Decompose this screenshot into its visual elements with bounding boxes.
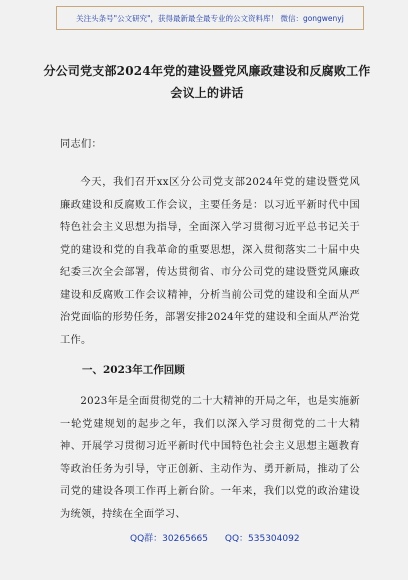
header-banner: [56, 6, 364, 30]
footer-qq-group: QQ群：30265665: [130, 534, 208, 544]
salutation: 同志们：: [60, 139, 102, 150]
footer-qq-number: QQ：535304092: [224, 534, 300, 544]
document-title: 分公司党支部2024年党的建设暨党风廉政建设和反腐败工作会议上的讲话: [43, 64, 371, 100]
footer-contact: [130, 531, 310, 544]
paragraph-1: 今天，我们召开xx区分公司党支部2024年党的建设暨党风廉政建设和反腐败工作会议，主要任务是：以习近平新时代中国特色社会主义思想为指导，全面深入学习贯彻习近平总书记关于党的建设和党的自我革命的重要思想，深入贯彻落实二十届中央纪委三次全会部署，传达贯彻省、市分公司党的建设暨党风廉政建设和反腐败工作会议精神，分析当前公司党的建设和全面从严治党面临的形势任务，部署安排2024年党的建设和全面从严治党工作。: [60, 177, 360, 346]
section-heading-1: 一、2023年工作回顾: [82, 364, 185, 376]
banner-text: 关注头条号"公文研究"，获得最新最全最专业的公文资料库！ 微信：gongwenyj: [76, 13, 344, 23]
paragraph-2: 2023年是全面贯彻党的二十大精神的开局之年，也是实施新一轮党建规划的起步之年，我们以深入学习贯彻党的二十大精神、开展学习贯彻习近平新时代中国特色社会主义思想主题教育等政治任务为引导，守正创新、主动作为、勇开新局，推动了公司党的建设各项工作再上新台阶。一年来，我们以党的政治建设为统领，持续在全面学习、: [60, 396, 360, 520]
